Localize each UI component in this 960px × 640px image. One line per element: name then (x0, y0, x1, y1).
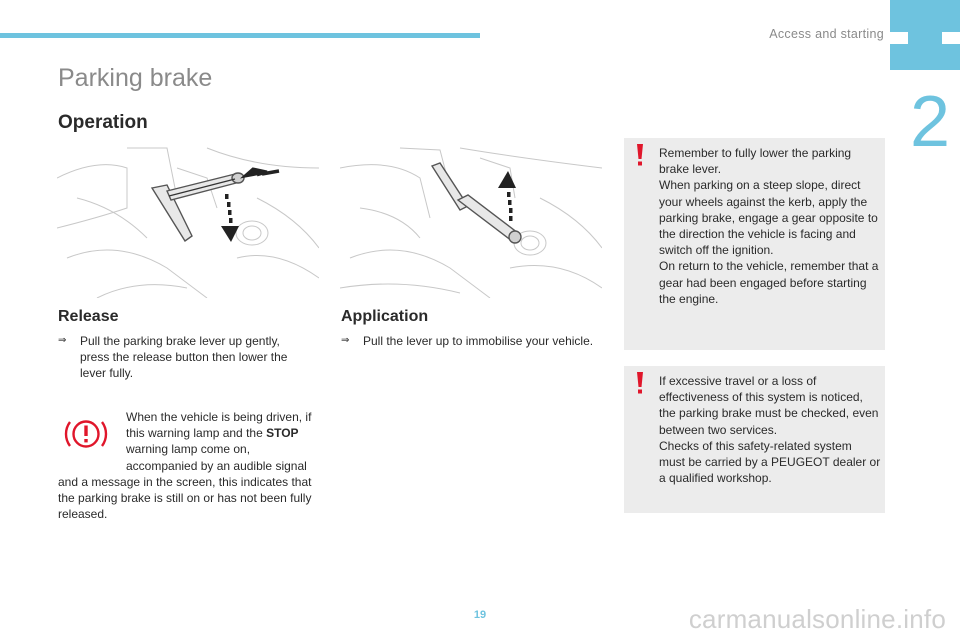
section-header: Access and starting (769, 27, 884, 41)
application-heading: Application (341, 308, 429, 325)
arrow-bullet-icon: ⇒ (58, 335, 67, 346)
release-instruction (58, 333, 310, 381)
notice-box-checks (624, 366, 885, 513)
stop-label: STOP (266, 426, 299, 441)
chapter-tab-icon (890, 0, 960, 70)
application-illustration (340, 138, 602, 298)
warning-lamp-note (58, 409, 320, 522)
chapter-number: 2 (909, 82, 951, 162)
notice-text-checks: If excessive travel or a loss of effectiveness of this system is noticed, the parking brake must be checked, even between two services. Checks of this safety-related system must be carried by a PEUGEOT dealer or a qualified workshop. (659, 374, 881, 486)
application-instruction-text: Pull the lever up to immobilise your vehicle. (363, 334, 594, 348)
page-number: 19 (473, 609, 487, 621)
application-instruction (341, 333, 611, 349)
release-heading: Release (58, 308, 119, 325)
release-instruction-text: Pull the parking brake lever up gently, press the release button then lower the lever fully. (80, 334, 288, 380)
arrow-bullet-icon: ⇒ (341, 335, 350, 346)
warning-text-part2: warning lamp come on, accompanied by an audible signal and a message in the screen, this indicates that the parking brake is still on or has not been fully released. (58, 442, 312, 522)
operation-heading: Operation (58, 112, 148, 133)
header-accent-bar (0, 33, 480, 38)
page-title: Parking brake (58, 64, 213, 92)
release-illustration (57, 138, 319, 298)
brake-warning-lamp-icon (58, 409, 114, 459)
notice-text-lever: Remember to fully lower the parking brake lever. When parking on a steep slope, direct your wheels against the kerb, apply the parking brake, engage a gear opposite to the direction the vehicle is facing and switch off the ignition. On return to the vehicle, remember that a gear had been engaged before starting the engine. (659, 146, 879, 306)
exclamation-icon (636, 144, 644, 166)
warning-text-part1: When the vehicle is being driven, if this warning lamp and the (126, 410, 312, 441)
notice-box-lever (624, 138, 885, 350)
exclamation-icon (636, 372, 644, 394)
watermark: carmanualsonline.info (688, 604, 946, 634)
